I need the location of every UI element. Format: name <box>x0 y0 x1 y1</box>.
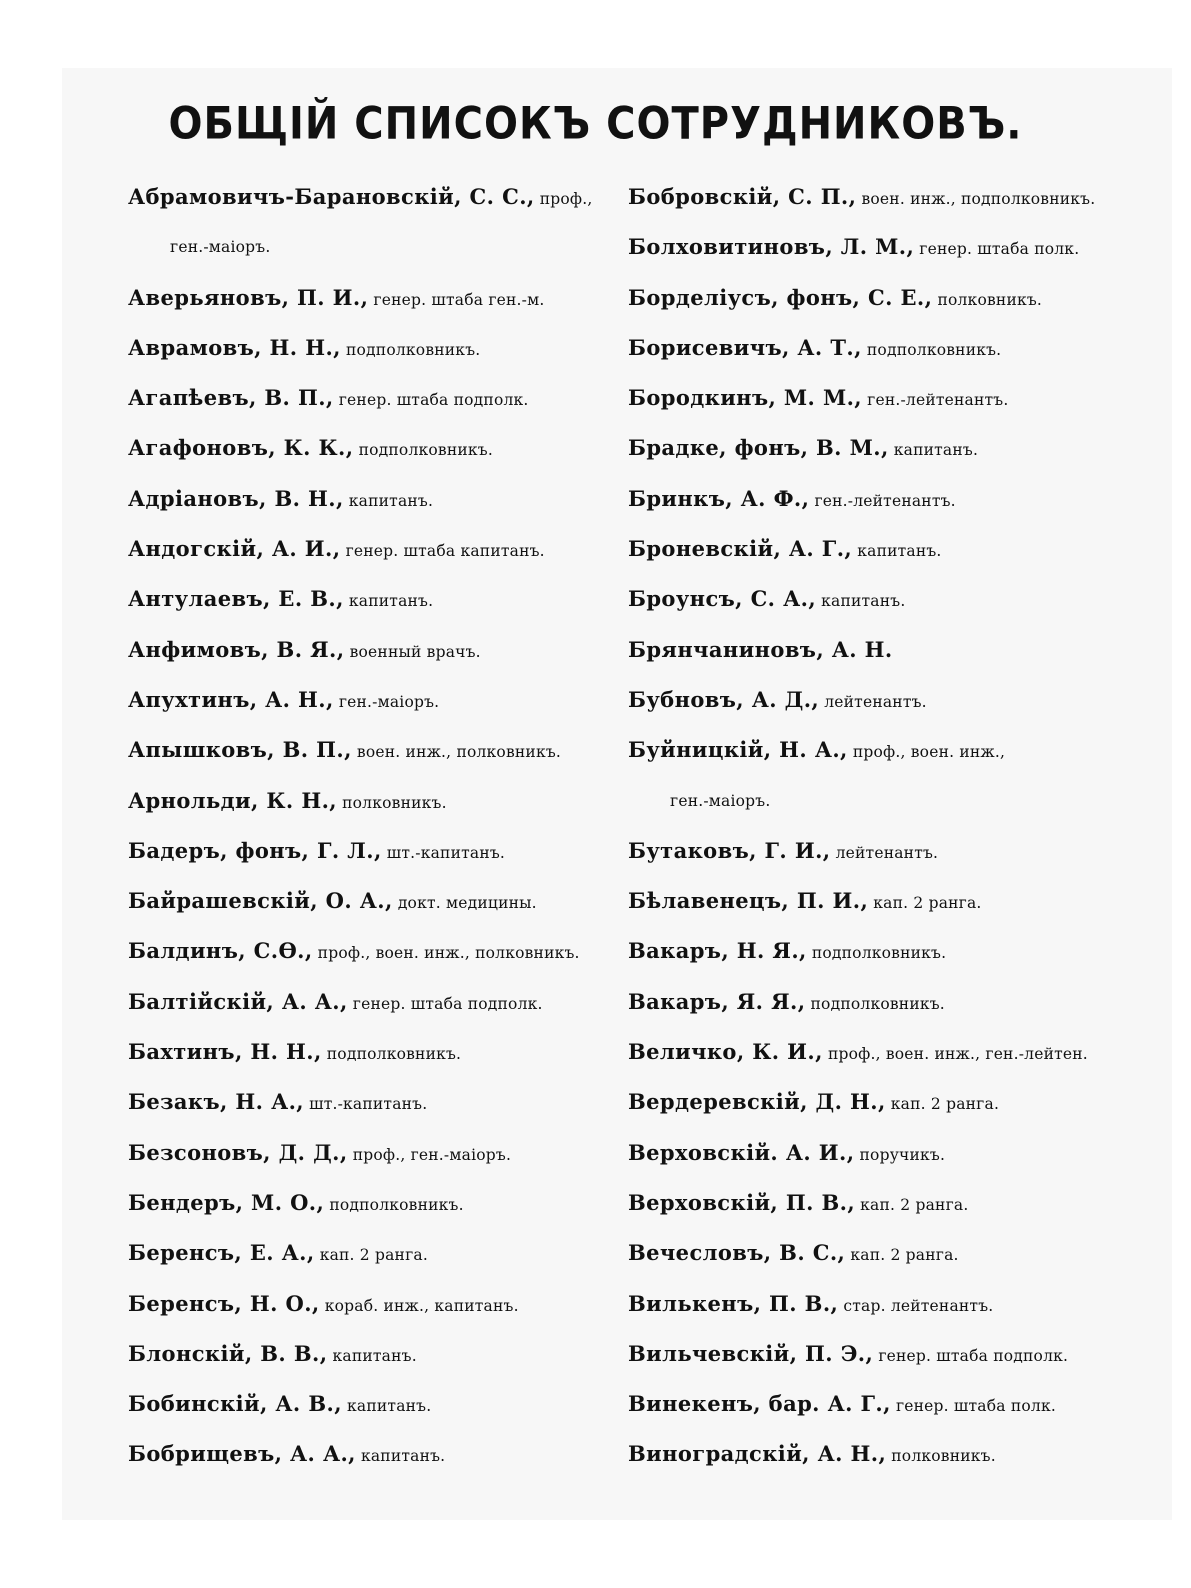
page-title: ОБЩІЙ СПИСОКЪ СОТРУДНИКОВЪ. <box>168 98 1023 150</box>
entry-description: докт. медицины. <box>397 894 537 913</box>
list-item <box>628 826 1108 876</box>
entry-description: полковникъ. <box>891 1447 996 1466</box>
list-item <box>128 423 603 473</box>
entry-description: военный врачъ. <box>349 642 481 661</box>
list-item <box>628 725 1108 775</box>
entry-description: лейтенантъ. <box>835 843 939 862</box>
entry-description: шт.-капитанъ. <box>309 1095 428 1114</box>
entry-description: ген.-маіоръ. <box>670 791 771 810</box>
list-item <box>128 725 603 775</box>
entry-name: Безакъ, Н. А., <box>128 1089 304 1115</box>
list-item <box>128 373 603 423</box>
list-item <box>128 1429 603 1479</box>
entry-name: Байрашевскій, О. А., <box>128 888 393 914</box>
list-item <box>628 1279 1108 1329</box>
entry-description: кап. 2 ранга. <box>873 894 982 913</box>
entry-description: подполковникъ. <box>329 1195 464 1214</box>
entry-description: кап. 2 ранга. <box>319 1246 428 1265</box>
list-item <box>128 977 603 1027</box>
entry-description: воен. инж., подполковникъ. <box>861 190 1096 208</box>
list-item <box>628 474 1108 524</box>
list-item <box>128 1178 603 1228</box>
entry-description: ген.-лейтенантъ. <box>814 491 956 510</box>
entry-name: Винекенъ, бар. А. Г., <box>628 1391 891 1417</box>
entry-description: кап. 2 ранга. <box>890 1095 1000 1114</box>
list-item <box>628 977 1108 1027</box>
list-item <box>628 1178 1108 1228</box>
entry-name: Виноградскій, А. Н., <box>628 1441 887 1467</box>
entry-name: Бубновъ, А. Д., <box>628 686 820 712</box>
list-item <box>628 423 1108 473</box>
entry-description: подполковникъ. <box>811 944 947 963</box>
entry-name: Вакаръ, Н. Я., <box>628 938 807 964</box>
list-item <box>128 1379 603 1429</box>
list-item <box>128 524 603 574</box>
right-column <box>628 172 1108 1480</box>
entry-description: капитанъ. <box>857 542 942 561</box>
entry-name: Аверьяновъ, П. И., <box>128 284 369 310</box>
entry-description: проф., воен. инж., ген.-лейтен. <box>827 1045 1088 1064</box>
entry-name: Броунсъ, С. А., <box>628 586 817 612</box>
list-item <box>628 323 1108 373</box>
entry-name: Бобинскій, А. В., <box>128 1391 342 1417</box>
entry-name: Борисевичъ, А. Т., <box>628 334 862 360</box>
left-column <box>128 172 603 1480</box>
entry-description: поручикъ. <box>859 1145 946 1164</box>
entry-name: Бѣлавенецъ, П. И., <box>628 888 869 914</box>
entry-description: подполковникъ. <box>326 1045 462 1064</box>
entry-description: проф., воен. инж., <box>852 743 1006 762</box>
list-item <box>128 1279 603 1329</box>
list-item <box>128 172 603 222</box>
entry-description: кап. 2 ранга. <box>850 1246 959 1265</box>
entry-description: капитанъ. <box>360 1447 446 1466</box>
entry-description: стар. лейтенантъ. <box>843 1296 994 1315</box>
entry-name: Бобрищевъ, А. А., <box>128 1441 356 1467</box>
entry-name: Верховскій, П. В., <box>628 1189 856 1215</box>
list-item <box>628 776 1108 826</box>
list-item <box>628 675 1108 725</box>
entry-name: Апышковъ, В. П., <box>128 737 352 763</box>
entry-name: Вердеревскій, Д. Н., <box>628 1089 886 1115</box>
entry-description: генер. штаба капитанъ. <box>345 542 545 561</box>
list-item <box>128 1329 603 1379</box>
list-item <box>628 926 1108 976</box>
entry-name: Апухтинъ, А. Н., <box>128 686 334 712</box>
entry-description: генер. штаба полк. <box>895 1397 1056 1416</box>
entry-description: генер. штаба полк. <box>919 240 1080 259</box>
entry-name: Брадке, фонъ, В. М., <box>628 435 889 461</box>
list-item <box>128 776 603 826</box>
entry-name: Беренсъ, Е. А., <box>128 1240 315 1266</box>
entry-name: Броневскій, А. Г., <box>628 536 853 562</box>
list-item <box>128 474 603 524</box>
entry-name: Брянчаниновъ, А. Н. <box>628 636 893 662</box>
entry-name: Абрамовичъ-Барановскій, С. С., <box>128 184 535 209</box>
list-item <box>628 876 1108 926</box>
entry-name: Бендеръ, М. О., <box>128 1189 325 1215</box>
entry-name: Вилькенъ, П. В., <box>628 1290 839 1316</box>
list-item <box>128 826 603 876</box>
entry-name: Беренсъ, Н. О., <box>128 1290 320 1316</box>
entry-name: Вильчевскій, П. Э., <box>628 1340 874 1366</box>
entry-description: проф., <box>539 190 593 208</box>
entry-name: Бобровскій, С. П., <box>628 184 857 209</box>
entry-description: лейтенантъ. <box>824 692 927 711</box>
entry-name: Бутаковъ, Г. И., <box>628 837 831 863</box>
entry-name: Балтійскій, А. А., <box>128 988 348 1014</box>
entry-name: Антулаевъ, Е. В., <box>128 586 344 612</box>
entry-description: ген.-лейтенантъ. <box>867 391 1009 410</box>
entry-name: Балдинъ, С.Ѳ., <box>128 938 313 964</box>
list-item <box>628 1429 1108 1479</box>
list-item <box>628 373 1108 423</box>
entry-name: Андогскій, А. И., <box>128 536 341 562</box>
entry-description: капитанъ. <box>347 1397 432 1416</box>
entry-description: генер. штаба подполк. <box>878 1346 1069 1365</box>
entry-description: ген.-маіоръ. <box>170 238 271 257</box>
entry-name: Вечесловъ, В. С., <box>628 1240 846 1266</box>
entry-description: капитанъ. <box>332 1346 417 1365</box>
entry-description: капитанъ. <box>893 441 979 460</box>
list-item <box>628 222 1108 272</box>
entry-name: Блонскій, В. В., <box>128 1340 328 1366</box>
entry-description: подполковникъ. <box>345 340 481 359</box>
list-item <box>628 273 1108 323</box>
entry-description: генер. штаба ген.-м. <box>373 290 545 309</box>
entry-name: Бахтинъ, Н. Н., <box>128 1039 322 1065</box>
list-item <box>628 1128 1108 1178</box>
entry-name: Бородкинъ, М. М., <box>628 385 863 411</box>
entry-name: Аврамовъ, Н. Н., <box>128 334 341 360</box>
list-item <box>128 926 603 976</box>
entry-description: генер. штаба подполк. <box>352 994 543 1013</box>
entry-name: Адріановъ, В. Н., <box>128 485 344 511</box>
entry-name: Анфимовъ, В. Я., <box>128 636 345 662</box>
list-item <box>628 625 1108 675</box>
entry-name: Величко, К. И., <box>628 1039 823 1065</box>
entry-description: ген.-маіоръ. <box>338 692 440 711</box>
list-item <box>628 1077 1108 1127</box>
entry-description: капитанъ. <box>348 491 434 510</box>
list-item <box>128 1228 603 1278</box>
entry-name: Безсоновъ, Д. Д., <box>128 1139 348 1165</box>
entry-name: Буйницкій, Н. А., <box>628 737 848 763</box>
list-item <box>128 574 603 624</box>
entry-description: шт.-капитанъ. <box>386 843 506 862</box>
entry-description: капитанъ. <box>348 592 434 611</box>
list-item <box>628 172 1108 222</box>
list-item <box>128 625 603 675</box>
entry-description: полковникъ. <box>342 793 447 812</box>
list-item <box>128 1027 603 1077</box>
entry-description: полковникъ. <box>937 290 1043 309</box>
entry-description: подполковникъ. <box>358 441 493 460</box>
entry-description: проф., воен. инж., полковникъ. <box>317 944 580 963</box>
list-item <box>628 1228 1108 1278</box>
entry-description: кораб. инж., капитанъ. <box>324 1296 519 1315</box>
list-item <box>628 524 1108 574</box>
list-item <box>628 574 1108 624</box>
list-item <box>128 323 603 373</box>
entry-name: Бадеръ, фонъ, Г. Л., <box>128 837 382 863</box>
entry-name: Борделіусъ, фонъ, С. Е., <box>628 284 933 310</box>
entry-description: проф., ген.-маіоръ. <box>352 1145 512 1164</box>
list-item <box>628 1027 1108 1077</box>
entry-name: Агапѣевъ, В. П., <box>128 385 334 411</box>
entry-description: генер. штаба подполк. <box>338 391 529 410</box>
list-item <box>128 222 603 272</box>
entry-name: Верховскій. А. И., <box>628 1139 855 1165</box>
entry-name: Агафоновъ, К. К., <box>128 435 354 461</box>
list-item <box>128 1128 603 1178</box>
list-item <box>128 273 603 323</box>
entry-description: подполковникъ. <box>866 340 1002 359</box>
entry-description: кап. 2 ранга. <box>860 1195 969 1214</box>
entry-description: подполковникъ. <box>810 994 945 1013</box>
entry-name: Бринкъ, А. Ф., <box>628 485 810 511</box>
entry-name: Болховитиновъ, Л. М., <box>628 234 915 260</box>
list-item <box>628 1379 1108 1429</box>
entry-name: Арнольди, К. Н., <box>128 787 338 813</box>
list-item <box>128 1077 603 1127</box>
list-item <box>628 1329 1108 1379</box>
list-item <box>128 675 603 725</box>
list-item <box>128 876 603 926</box>
entry-description: воен. инж., полковникъ. <box>356 743 562 762</box>
entry-name: Вакаръ, Я. Я., <box>628 988 806 1014</box>
entry-description: капитанъ. <box>821 592 906 611</box>
